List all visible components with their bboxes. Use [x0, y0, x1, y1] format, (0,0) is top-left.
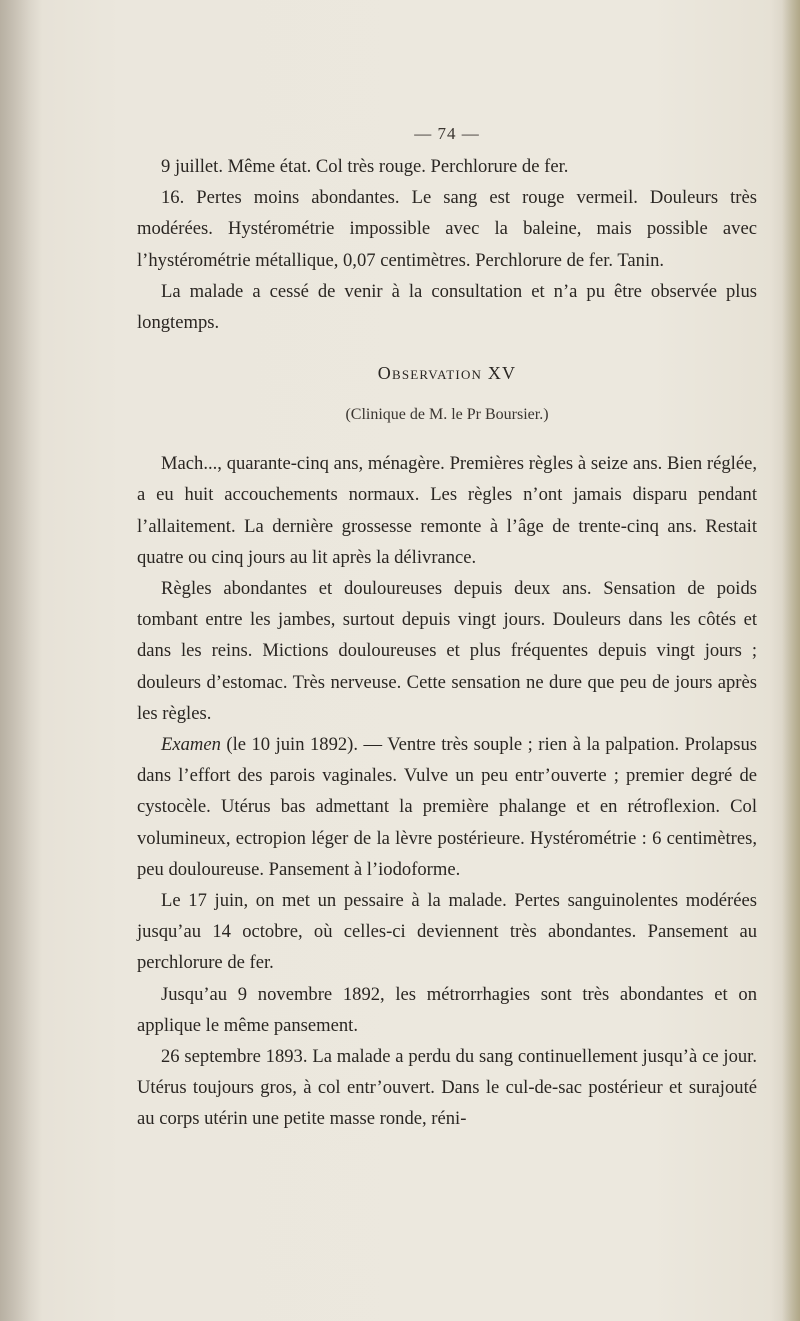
- paragraph-july-9: 9 juillet. Même état. Col très rouge. Perchlorure de fer.: [161, 156, 569, 177]
- binding-shadow: [0, 0, 42, 1321]
- page-edge: [782, 0, 800, 1321]
- page-number: — 74 —: [414, 124, 480, 143]
- paragraph-november-9: Jusqu’au 9 novembre 1892, les métrorrhagies sont très abondantes et on applique le même pansement.: [137, 983, 757, 1036]
- paragraph-examen: [137, 729, 757, 885]
- paragraph-symptoms: Règles abondantes et douloureuses depuis deux ans. Sensation de poids tombant entre les jambes, surtout depuis vingt jours. Douleurs dans les côtés et dans les reins. Mictions douloureuses et plus fréquentes depuis vingt jours ; douleurs d’estomac. Très nerveuse. Cette sensation ne dure que peu de jours après les règles.: [137, 578, 757, 724]
- examen-text: (le 10 juin 1892). — Ventre très souple ; rien à la palpation. Prolapsus dans l’effort des parois vaginales. Vulve un peu entr’ouverte ; premier degré de cystocèle. Utérus bas admettant la première phalange et en rétroflexion. Col volumineux, ectropion léger de la lèvre postérieure. Hystérométrie : 6 centimètres, peu douloureuse. Pansement à l’iodoforme.: [137, 734, 757, 880]
- paragraph-day-16: 16. Pertes moins abondantes. Le sang est rouge vermeil. Douleurs très modérées. Hystérométrie impossible avec la baleine, mais possible avec l’hystérométrie métallique, 0,07 centimètres. Perchlorure de fer. Tanin.: [137, 187, 757, 271]
- paragraph-patient-history: Mach..., quarante-cinq ans, ménagère. Premières règles à seize ans. Bien réglée, a eu huit accouchements normaux. Les règles n’ont jamais disparu pendant l’allaitement. La dernière grossesse remonte à l’âge de trente-cinq ans. Restait quatre ou cinq jours au lit après la délivrance.: [137, 453, 757, 568]
- paragraph-june-17: Le 17 juin, on met un pessaire à la malade. Pertes sanguinolentes modérées jusqu’au 14 octobre, où celles-ci deviennent très abondantes. Pansement au perchlorure de fer.: [137, 890, 757, 974]
- page-text: [137, 118, 757, 1135]
- spacer: [137, 430, 757, 448]
- examen-label: Examen: [161, 734, 221, 756]
- paragraph-september-26: 26 septembre 1893. La malade a perdu du sang continuellement jusqu’à ce jour. Utérus toujours gros, à col entr’ouvert. Dans le cul-de-sac postérieur et surajouté au corps utérin une petite masse ronde, réni-: [137, 1046, 757, 1130]
- observation-title: Observation XV: [377, 363, 517, 384]
- observation-subtitle: (Clinique de M. le Pr Boursier.): [345, 406, 549, 424]
- paragraph-stopped-consultation: La malade a cessé de venir à la consultation et n’a pu être observée plus longtemps.: [137, 280, 757, 334]
